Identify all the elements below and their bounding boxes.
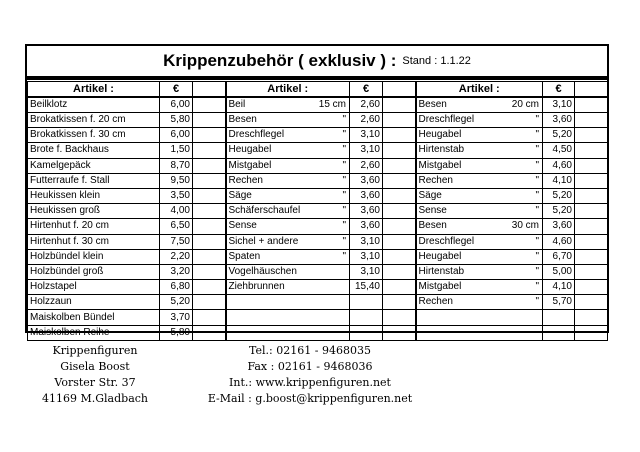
item-price: 3,10 <box>350 264 383 279</box>
item-price: 3,60 <box>350 204 383 219</box>
contact-address <box>35 343 155 407</box>
item-name-cell <box>28 249 160 264</box>
blank-cell <box>193 249 226 264</box>
item-name-cell <box>226 143 350 158</box>
item-name-cell <box>416 143 543 158</box>
header-euro: € <box>543 82 575 98</box>
blank-cell <box>383 143 416 158</box>
item-name: Brokatkissen f. 30 cm <box>30 129 126 141</box>
item-name-cell <box>28 204 160 219</box>
table-row <box>28 188 608 203</box>
item-price: 3,10 <box>543 97 575 113</box>
item-name-cell <box>416 97 543 113</box>
item-price: 2,60 <box>350 158 383 173</box>
item-name: Maiskolben Reihe <box>30 326 110 338</box>
item-price: 5,80 <box>160 113 193 128</box>
item-name: Holzbündel klein <box>30 250 104 262</box>
item-name-cell <box>416 158 543 173</box>
item-name: Hirtenstab <box>418 144 465 156</box>
item-price <box>350 325 383 340</box>
item-name-cell <box>28 219 160 234</box>
item-size: " <box>342 235 346 247</box>
table-row <box>28 204 608 219</box>
item-price: 5,80 <box>160 325 193 340</box>
blank-cell <box>193 128 226 143</box>
contact-details <box>200 343 420 407</box>
item-name: Brote f. Backhaus <box>30 144 109 156</box>
blank-cell <box>193 234 226 249</box>
item-name: Rechen <box>228 174 263 186</box>
item-price <box>543 325 575 340</box>
item-name: Mistgabel <box>418 281 462 293</box>
title-divider <box>27 78 607 80</box>
item-price <box>350 295 383 310</box>
item-name-cell <box>416 234 543 249</box>
blank-cell <box>193 113 226 128</box>
item-name: Holzbündel groß <box>30 265 104 277</box>
item-name: Säge <box>418 190 442 202</box>
item-size: 20 cm <box>511 99 539 110</box>
table-row <box>28 113 608 128</box>
contact-line: Krippenfiguren <box>52 344 138 357</box>
blank-cell <box>575 128 608 143</box>
table-row <box>28 173 608 188</box>
blank-cell <box>193 264 226 279</box>
blank-cell <box>383 158 416 173</box>
item-name: Beilklotz <box>30 99 68 110</box>
item-size: " <box>535 281 539 293</box>
item-name-cell <box>226 204 350 219</box>
item-price: 6,50 <box>160 219 193 234</box>
blank-cell <box>383 249 416 264</box>
item-price: 3,20 <box>160 264 193 279</box>
blank-cell <box>575 188 608 203</box>
blank-cell <box>383 325 416 340</box>
item-name-cell <box>226 280 350 295</box>
item-size: " <box>342 159 346 171</box>
item-name: Besen <box>418 99 447 110</box>
item-name-cell <box>226 219 350 234</box>
item-name: Vogelhäuschen <box>228 265 297 277</box>
item-price: 2,60 <box>350 113 383 128</box>
blank-cell <box>193 204 226 219</box>
blank-cell <box>575 204 608 219</box>
item-price: 15,40 <box>350 280 383 295</box>
item-size: " <box>342 114 346 125</box>
item-name: Heugabel <box>228 144 272 156</box>
blank-cell <box>575 219 608 234</box>
blank-cell <box>575 143 608 158</box>
title-row <box>27 46 607 78</box>
item-name-cell <box>226 295 350 310</box>
item-size: " <box>342 189 346 201</box>
item-name-cell <box>416 128 543 143</box>
item-name-cell <box>28 325 160 340</box>
item-price: 4,00 <box>160 204 193 219</box>
blank-cell <box>575 280 608 295</box>
item-name: Heukissen klein <box>30 190 101 202</box>
item-name: Heugabel <box>418 250 462 262</box>
blank-cell <box>193 158 226 173</box>
item-size: " <box>535 129 539 141</box>
blank-cell <box>383 234 416 249</box>
item-name: Ziehbrunnen <box>228 281 285 293</box>
item-name: Hirtenhut f. 30 cm <box>30 235 109 247</box>
item-name-cell <box>28 128 160 143</box>
table-row <box>28 143 608 158</box>
contact-website[interactable]: Int.: www.krippenfiguren.net <box>229 376 391 389</box>
item-name: Dreschflegel <box>228 129 285 141</box>
item-price: 5,20 <box>543 128 575 143</box>
item-size: 15 cm <box>318 99 346 110</box>
blank-cell <box>383 173 416 188</box>
contact-fax: Fax : 02161 - 9468036 <box>247 360 373 373</box>
item-price: 5,20 <box>160 295 193 310</box>
item-name: Kamelgepäck <box>30 159 91 171</box>
item-name-cell <box>416 295 543 310</box>
item-size: " <box>535 205 539 217</box>
item-price: 5,70 <box>543 295 575 310</box>
item-size: 30 cm <box>511 220 539 232</box>
item-name-cell <box>28 234 160 249</box>
blank-cell <box>193 219 226 234</box>
item-name: Sense <box>228 220 257 232</box>
item-size: " <box>342 129 346 141</box>
table-header-row <box>28 82 608 98</box>
table-row <box>28 325 608 340</box>
item-size: " <box>535 174 539 186</box>
item-name: Rechen <box>418 296 453 308</box>
item-name-cell <box>416 280 543 295</box>
item-name-cell <box>28 280 160 295</box>
contact-line: 41169 M.Gladbach <box>42 392 148 405</box>
item-price: 6,80 <box>160 280 193 295</box>
item-price: 3,10 <box>350 234 383 249</box>
header-artikel: Artikel : <box>226 82 350 98</box>
item-name-cell <box>28 97 160 113</box>
item-price: 5,00 <box>543 264 575 279</box>
price-list-frame <box>25 44 609 338</box>
contact-email[interactable]: E-Mail : g.boost@krippenfiguren.net <box>207 392 413 405</box>
item-price: 3,60 <box>543 219 575 234</box>
blank-cell <box>383 295 416 310</box>
item-price: 6,00 <box>160 128 193 143</box>
item-size: " <box>342 205 346 217</box>
table-row <box>28 234 608 249</box>
item-name-cell <box>226 249 350 264</box>
header-artikel: Artikel : <box>28 82 160 98</box>
item-name-cell <box>416 204 543 219</box>
blank-cell <box>383 97 416 113</box>
item-price: 3,10 <box>350 128 383 143</box>
item-name-cell <box>226 264 350 279</box>
item-price: 6,70 <box>543 249 575 264</box>
item-size: " <box>535 235 539 247</box>
item-size: " <box>535 159 539 171</box>
blank-cell <box>193 97 226 113</box>
table-row <box>28 295 608 310</box>
table-row <box>28 219 608 234</box>
item-price: 5,20 <box>543 188 575 203</box>
blank-cell <box>193 310 226 325</box>
item-size: " <box>342 250 346 262</box>
item-name-cell <box>28 264 160 279</box>
page-title: Krippenzubehör ( exklusiv ) : <box>163 51 397 70</box>
item-price: 3,70 <box>160 310 193 325</box>
item-name: Rechen <box>418 174 453 186</box>
item-name-cell <box>416 249 543 264</box>
header-blank <box>193 82 226 98</box>
header-blank <box>575 82 608 98</box>
item-name: Dreschflegel <box>418 114 475 126</box>
item-name-cell <box>226 325 350 340</box>
item-price: 3,10 <box>350 143 383 158</box>
item-price: 7,50 <box>160 234 193 249</box>
item-name: Besen <box>418 220 447 232</box>
item-name: Beil <box>228 99 246 110</box>
blank-cell <box>575 249 608 264</box>
item-name: Holzstapel <box>30 281 77 293</box>
item-name-cell <box>28 158 160 173</box>
blank-cell <box>383 113 416 128</box>
item-name-cell <box>416 188 543 203</box>
item-name-cell <box>28 143 160 158</box>
item-name-cell <box>28 310 160 325</box>
item-name: Mistgabel <box>418 159 462 171</box>
blank-cell <box>575 173 608 188</box>
item-name: Holzzaun <box>30 296 72 308</box>
item-price: 3,60 <box>350 219 383 234</box>
item-name: Sense <box>418 205 447 217</box>
item-name: Maiskolben Bündel <box>30 311 115 323</box>
table-row <box>28 264 608 279</box>
item-name: Besen <box>228 114 257 126</box>
blank-cell <box>383 280 416 295</box>
blank-cell <box>575 310 608 325</box>
item-name: Heukissen groß <box>30 205 101 217</box>
item-price: 9,50 <box>160 173 193 188</box>
item-name-cell <box>28 113 160 128</box>
item-price <box>543 310 575 325</box>
item-price <box>350 310 383 325</box>
table-row <box>28 158 608 173</box>
item-name-cell <box>28 173 160 188</box>
item-size: " <box>342 144 346 156</box>
item-size: " <box>535 250 539 262</box>
blank-cell <box>575 325 608 340</box>
item-name-cell <box>416 173 543 188</box>
blank-cell <box>575 295 608 310</box>
item-price: 1,50 <box>160 143 193 158</box>
blank-cell <box>575 234 608 249</box>
item-size: " <box>535 265 539 277</box>
contact-phone: Tel.: 02161 - 9468035 <box>249 344 371 357</box>
blank-cell <box>383 204 416 219</box>
item-price: 3,50 <box>160 188 193 203</box>
item-name-cell <box>416 325 543 340</box>
blank-cell <box>193 295 226 310</box>
item-price: 2,60 <box>350 97 383 113</box>
contact-line: Vorster Str. 37 <box>54 376 136 389</box>
item-name-cell <box>226 234 350 249</box>
blank-cell <box>193 325 226 340</box>
item-name-cell <box>226 158 350 173</box>
blank-cell <box>193 188 226 203</box>
header-euro: € <box>160 82 193 98</box>
item-name: Hirtenstab <box>418 265 465 277</box>
item-price: 3,10 <box>350 249 383 264</box>
item-name: Dreschflegel <box>418 235 475 247</box>
item-name: Brokatkissen f. 20 cm <box>30 114 126 126</box>
blank-cell <box>193 173 226 188</box>
blank-cell <box>193 280 226 295</box>
table-row <box>28 97 608 113</box>
item-price: 8,70 <box>160 158 193 173</box>
blank-cell <box>383 188 416 203</box>
item-name-cell <box>416 113 543 128</box>
item-name-cell <box>226 188 350 203</box>
item-name: Säge <box>228 190 252 202</box>
item-name: Sichel + andere <box>228 235 299 247</box>
contact-line: Gisela Boost <box>60 360 130 373</box>
item-name-cell <box>28 188 160 203</box>
item-price: 4,50 <box>543 143 575 158</box>
item-price: 3,60 <box>543 113 575 128</box>
item-name-cell <box>226 128 350 143</box>
item-name: Futterraufe f. Stall <box>30 174 110 186</box>
blank-cell <box>383 128 416 143</box>
item-price: 4,10 <box>543 173 575 188</box>
item-name-cell <box>226 173 350 188</box>
item-price: 4,60 <box>543 234 575 249</box>
item-name-cell <box>226 113 350 128</box>
item-name-cell <box>416 219 543 234</box>
item-name: Hirtenhut f. 20 cm <box>30 220 109 232</box>
blank-cell <box>383 310 416 325</box>
item-price: 5,20 <box>543 204 575 219</box>
item-name-cell <box>226 310 350 325</box>
item-price: 2,20 <box>160 249 193 264</box>
blank-cell <box>575 97 608 113</box>
item-name: Spaten <box>228 250 261 262</box>
item-size: " <box>535 144 539 156</box>
item-name-cell <box>28 295 160 310</box>
item-price: 3,60 <box>350 188 383 203</box>
header-blank <box>383 82 416 98</box>
blank-cell <box>383 219 416 234</box>
item-price: 6,00 <box>160 97 193 113</box>
item-size: " <box>342 174 346 186</box>
blank-cell <box>575 264 608 279</box>
item-price: 4,60 <box>543 158 575 173</box>
header-euro: € <box>350 82 383 98</box>
item-name: Mistgabel <box>228 159 272 171</box>
price-table <box>27 81 608 341</box>
table-row <box>28 249 608 264</box>
blank-cell <box>575 158 608 173</box>
item-size: " <box>535 114 539 125</box>
item-size: " <box>535 296 539 308</box>
blank-cell <box>575 113 608 128</box>
item-size: " <box>535 189 539 201</box>
table-row <box>28 280 608 295</box>
table-row <box>28 128 608 143</box>
item-size: " <box>342 220 346 232</box>
item-price: 3,60 <box>350 173 383 188</box>
item-name-cell <box>416 310 543 325</box>
blank-cell <box>193 143 226 158</box>
header-artikel: Artikel : <box>416 82 543 98</box>
item-name-cell <box>416 264 543 279</box>
item-price: 4,10 <box>543 280 575 295</box>
table-row <box>28 310 608 325</box>
stand-date: Stand : 1.1.22 <box>402 55 471 67</box>
item-name: Schäferschaufel <box>228 205 301 217</box>
item-name-cell <box>226 97 350 113</box>
item-name: Heugabel <box>418 129 462 141</box>
blank-cell <box>383 264 416 279</box>
